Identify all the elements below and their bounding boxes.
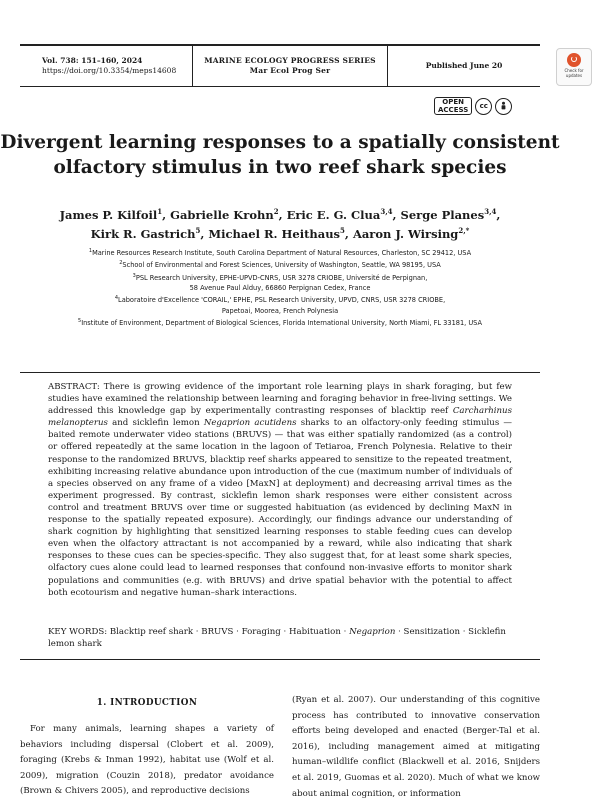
title-line-1: Divergent learning responses to a spatially consistent — [0, 132, 560, 153]
affiliation-line — [20, 258, 540, 270]
check-updates-label: Check for updates — [564, 68, 584, 78]
author-name: Serge Planes — [400, 207, 485, 222]
abstract-part-1: There is growing evidence of the important role learning plays in shark foraging, but few studies have examined the relationship between learning and foraging behavior in free-living settings. We addressed this knowledge gap by experimentally contrasting responses of blacktip reef — [48, 382, 512, 417]
author-affiliation-mark: 3,4 — [380, 207, 393, 216]
keywords-part-1: Blacktip reef shark · BRUVS · Foraging · Habituation · — [107, 627, 350, 637]
author-name: Michael R. Heithaus — [208, 227, 341, 242]
journal-abbrev: Mar Ecol Prog Ser — [249, 66, 331, 75]
author-separator: , — [200, 227, 209, 242]
author-separator: , — [344, 227, 353, 242]
affiliation-number: 2 — [119, 260, 123, 267]
check-updates-button[interactable] — [556, 48, 592, 86]
publish-date-block — [388, 46, 540, 86]
abstract-text — [48, 381, 512, 599]
affiliation-number: 3 — [132, 272, 136, 279]
affiliation-line — [20, 271, 540, 283]
abstract-part-3: sharks to an olfactory-only feeding stimulus — baited remote underwater video stations (BRUVS) — that was either spatially randomized (as a control) or offered repeatedly at the same location in the lagoon of Tetiaroa, French Polynesia. Relative to their response to the randomized BRUVS, blacktip reef sharks appeared to sensitize to the repeated treatment, exhibiting increasing relative abundance upon introduction of the cue (maximum number of individuals of a species observed on any frame of a video [MaxN] at deployment) and decreasing arrival times as the experiment progressed. By contrast, sicklefin lemon shark responses were either consistent across control and treatment BRUVS over time or suggested habituation (as evidenced by declining MaxN in response to the spatially repeated exposure). Accordingly, our findings advance our understanding of shark cognition by highlighting that sensitized learning responses to stable feeding cues can develop even when the olfactory attractant is not accompanied by a reward, while also indicating that shark responses to these cues can be species-specific. They also suggest that, for at least some shark species, olfactory cues alone could lead to learned responses that confound non-invasive efforts to monitor shark populations and communities (e.g. with BRUVS) and drive spatial behavior with the potential to affect both ecotourism and negative human–shark interactions. — [48, 418, 513, 598]
author-affiliation-mark: 2,* — [458, 226, 470, 236]
affiliation-number: 4 — [114, 295, 119, 302]
author-affiliation-mark: 1 — [157, 207, 163, 216]
license-badges — [434, 95, 512, 117]
author-separator: , — [496, 207, 501, 222]
abstract-box — [20, 372, 540, 660]
keywords-label: KEY WORDS: — [48, 627, 108, 637]
affiliation-text: School of Environmental and Forest Sciences, University of Washington, Seattle, WA 98195, USA — [122, 261, 441, 270]
intro-left-column: For many animals, learning shapes a variety of behaviors including dispersal (Clobert et al. 2009), foraging (Krebs & Inman 1992), habitat use (Wolf et al. 2009), migration (Couzin 2018), predator avoidance (Brown & Chivers 2005), and reproductive decisions — [20, 724, 274, 797]
person-icon — [498, 101, 509, 112]
open-access-line1: OPEN — [442, 98, 464, 106]
affiliation-list — [20, 246, 540, 328]
affiliation-text: 58 Avenue Paul Alduy, 66860 Perpignan Cedex, France — [189, 284, 371, 293]
affiliation-line — [20, 246, 540, 258]
author-affiliation-mark: 3,4 — [484, 207, 497, 216]
affiliation-line — [20, 316, 540, 328]
journal-name-block — [193, 46, 388, 86]
author-separator: , — [278, 207, 287, 222]
author-name: Kirk R. Gastrich — [90, 227, 196, 242]
affiliation-text: Laboratoire d'Excellence 'CORAIL,' EPHE, PSL Research University, UPVD, CNRS, USR 3278 CRIOBE, — [118, 296, 446, 305]
open-access-badge — [434, 97, 472, 115]
affiliation-line — [20, 293, 540, 305]
affiliation-line — [20, 306, 540, 316]
keywords-part-2: · Sensitization · Sicklefin lemon shark — [48, 627, 506, 650]
affiliation-number: 5 — [78, 317, 82, 324]
keywords-genus: Negaprion — [349, 627, 396, 637]
article-title — [0, 130, 560, 180]
volume-text: Vol. 738: 151–160, 2024 — [42, 56, 143, 65]
volume-info — [20, 46, 193, 86]
affiliation-text: Papetoai, Moorea, French Polynesia — [221, 306, 339, 315]
affiliation-number: 1 — [88, 248, 93, 254]
author-list — [20, 204, 540, 243]
author-name: Aaron J. Wirsing — [352, 227, 459, 242]
author-name: James P. Kilfoil — [59, 207, 158, 222]
refresh-icon — [567, 53, 581, 67]
author-separator: , — [392, 207, 401, 222]
keywords — [48, 626, 512, 650]
species-name-1: Carcharhinus melanopterus — [48, 406, 512, 429]
cc-icon: cc — [475, 98, 492, 115]
species-name-2: Negaprion acutidens — [203, 418, 297, 429]
open-access-line2: ACCESS — [438, 106, 469, 114]
by-icon — [495, 98, 512, 115]
journal-header — [20, 44, 540, 87]
abstract-part-2: and sicklefin lemon — [107, 418, 204, 429]
published-date: Published June 20 — [425, 61, 503, 70]
affiliation-text: PSL Research University, EPHE-UPVD-CNRS, USR 3278 CRIOBE, Université de Perpignan, — [135, 273, 428, 282]
section-heading-introduction: 1. INTRODUCTION — [96, 698, 198, 708]
title-line-2: olfactory stimulus in two reef shark species — [53, 157, 507, 178]
journal-name: MARINE ECOLOGY PROGRESS SERIES — [204, 56, 376, 65]
doi-link[interactable]: https://doi.org/10.3354/meps14608 — [42, 66, 177, 75]
affiliation-line — [20, 283, 540, 293]
author-name: Eric E. G. Clua — [286, 207, 381, 222]
author-separator: , — [162, 207, 171, 222]
intro-right-column: (Ryan et al. 2007). Our understanding of this cognitive process has contributed to innovative conservation efforts being developed and enacted (Berger-Tal et al. 2016), including management aimed at mitigating human–wildlife conflict (Blackwell et al. 2016, Snijders et al. 2019, Guomas et al. 2020). Much of what we know about animal cognition, or information — [292, 695, 540, 799]
author-name: Gabrielle Krohn — [170, 207, 274, 222]
author-affiliation-mark: 5 — [340, 226, 345, 236]
author-affiliation-mark: 5 — [195, 226, 201, 236]
abstract-label: ABSTRACT: — [48, 382, 100, 392]
author-affiliation-mark: 2 — [273, 207, 279, 216]
affiliation-text: Institute of Environment, Department of Biological Sciences, Florida International University, North Miami, FL 33181, USA — [81, 319, 482, 328]
affiliation-text: Marine Resources Research Institute, South Carolina Department of Natural Resources, Charleston, SC 29412, USA — [92, 249, 472, 258]
